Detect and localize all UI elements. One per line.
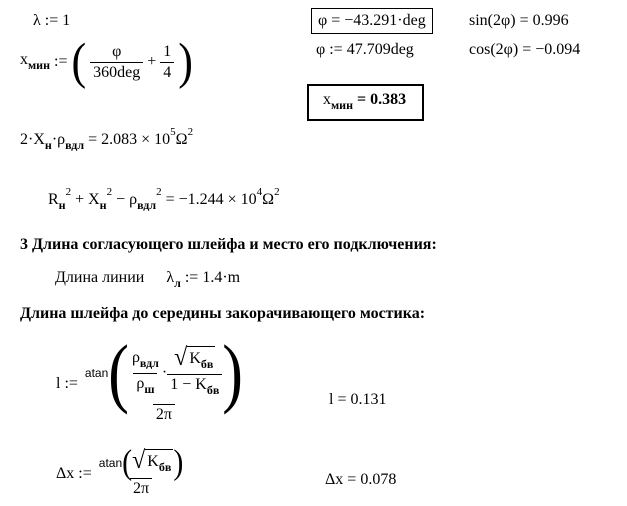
coef-x: 2·X <box>20 131 45 148</box>
phi-value: −43.291 <box>344 12 398 29</box>
dx-symbol: Δx <box>325 471 344 488</box>
equals-operator: = <box>337 391 347 408</box>
assign-operator: := <box>44 12 59 29</box>
subscript-n: н <box>44 138 52 152</box>
equals-operator: = <box>165 191 175 208</box>
phi-symbol: φ <box>318 12 328 29</box>
sqrt-kbv: √ $K_{бв}$ <box>132 449 173 477</box>
lambda-value: 1 <box>62 12 71 29</box>
exponent: 5 <box>170 126 176 138</box>
rho-ratio-fraction: $\frac{\rho_{вдл}}{\rho_ш}$ <box>129 348 162 399</box>
left-paren: ( <box>71 33 87 90</box>
l-value: 0.131 <box>350 391 387 408</box>
phi-evaluation-box[interactable] <box>311 8 433 34</box>
mantissa: 2.083 × 10 <box>101 131 171 148</box>
r-term: R <box>48 191 59 208</box>
sqrt-ratio-fraction: √ $K_{бв}$ $1 - K_{бв}$ <box>167 346 222 400</box>
lambda-definition[interactable] <box>33 11 70 31</box>
x-term: + X <box>75 191 100 208</box>
l-symbol: l <box>329 391 334 408</box>
plus-operator: + <box>147 53 157 70</box>
lambda-symbol: λ <box>33 12 41 29</box>
cos-function: cos(2φ) <box>469 41 519 58</box>
line-length-label: Длина линии <box>55 269 145 286</box>
stub-length-heading: Длина шлейфа до середины закорачивающего мостика: <box>20 305 426 322</box>
assign-operator: := <box>54 53 68 70</box>
assign-operator: := <box>78 464 92 482</box>
phi-def-value: 47.709deg <box>346 41 414 58</box>
one-quarter-fraction: $\frac{1}{4}$ <box>160 42 174 83</box>
phi-unit: ·deg <box>397 12 426 29</box>
xmin-lhs: $x_{мин}$ <box>20 50 51 72</box>
equals-operator: = <box>88 131 98 148</box>
impedance-sum-evaluation[interactable]: $R_н^2 + X_н^2 - \rho_{вдл}^2 = -1.244 \times 10^4\Omega^2$ <box>48 186 280 212</box>
stub-length-fraction: atan ( $\frac{\rho_{вдл}}{\rho_ш}$ · √ $K_{бв}$ $1 - K_{бв}$ ) 2π <box>84 330 243 423</box>
unit-exponent: 2 <box>187 126 194 138</box>
right-paren: ) <box>178 33 193 90</box>
dx-symbol: Δx <box>56 464 75 482</box>
ohm-unit: Ω <box>262 191 275 208</box>
dx-fraction: atan ( √ $K_{бв}$ ) 2π <box>98 443 184 497</box>
xmin-lhs: $x_{мин}$ <box>323 91 354 112</box>
line-length-definition[interactable]: Длина линии $\lambda_л$ := 1.4·m <box>55 269 241 290</box>
dx-value: 0.078 <box>360 471 397 488</box>
stub-length-evaluation[interactable] <box>329 390 386 410</box>
exponent: 4 <box>256 186 263 198</box>
rho-term: − ρ <box>116 191 138 208</box>
mantissa: −1.244 × 10 <box>178 191 257 208</box>
line-length-value: 1.4·m <box>202 269 241 286</box>
xmin-value: 0.383 <box>370 91 407 108</box>
lambda-l-symbol: λ <box>166 269 175 286</box>
dx-definition[interactable] <box>56 443 186 499</box>
two-pi-denominator: 2π <box>130 478 152 499</box>
xmin-evaluation-box[interactable] <box>307 84 424 121</box>
equals-operator: = <box>519 12 529 29</box>
atan-function: atan <box>84 366 109 380</box>
dx-evaluation[interactable] <box>325 470 396 490</box>
sqrt-kbv: √ $K_{бв}$ <box>174 346 215 374</box>
phi-symbol: φ <box>316 41 326 58</box>
unit-exponent: 2 <box>274 186 280 198</box>
assign-operator: := <box>329 41 343 58</box>
assign-operator: := <box>184 269 199 286</box>
ohm-unit: Ω <box>175 131 188 148</box>
phi-over-360-fraction: $\frac{\varphi}{\text{360deg}}$ <box>90 42 143 83</box>
sin-evaluation[interactable] <box>469 11 569 31</box>
dot-rho: ·ρ <box>51 131 66 148</box>
equals-operator: = <box>331 12 341 29</box>
l-symbol: l <box>56 374 61 392</box>
phi-definition[interactable] <box>316 40 414 60</box>
atan-function: atan <box>98 456 123 470</box>
reactance-product-evaluation[interactable] <box>20 122 193 155</box>
sin-value: 0.996 <box>532 12 569 29</box>
xmin-definition[interactable] <box>20 33 193 90</box>
subscript-vdl: вдл <box>65 138 85 152</box>
sin-function: sin(2φ) <box>469 12 516 29</box>
section3-heading: 3 Длина согласующего шлейфа и место его подключения: <box>20 236 437 253</box>
two-pi-denominator: 2π <box>153 404 175 425</box>
equals-operator: = <box>522 41 532 58</box>
assign-operator: := <box>64 374 78 392</box>
equals-operator: = <box>347 471 357 488</box>
stub-length-definition[interactable] <box>56 330 246 425</box>
cos-value: −0.094 <box>535 41 581 58</box>
equals-operator: = <box>357 91 367 108</box>
cos-evaluation[interactable] <box>469 40 580 60</box>
